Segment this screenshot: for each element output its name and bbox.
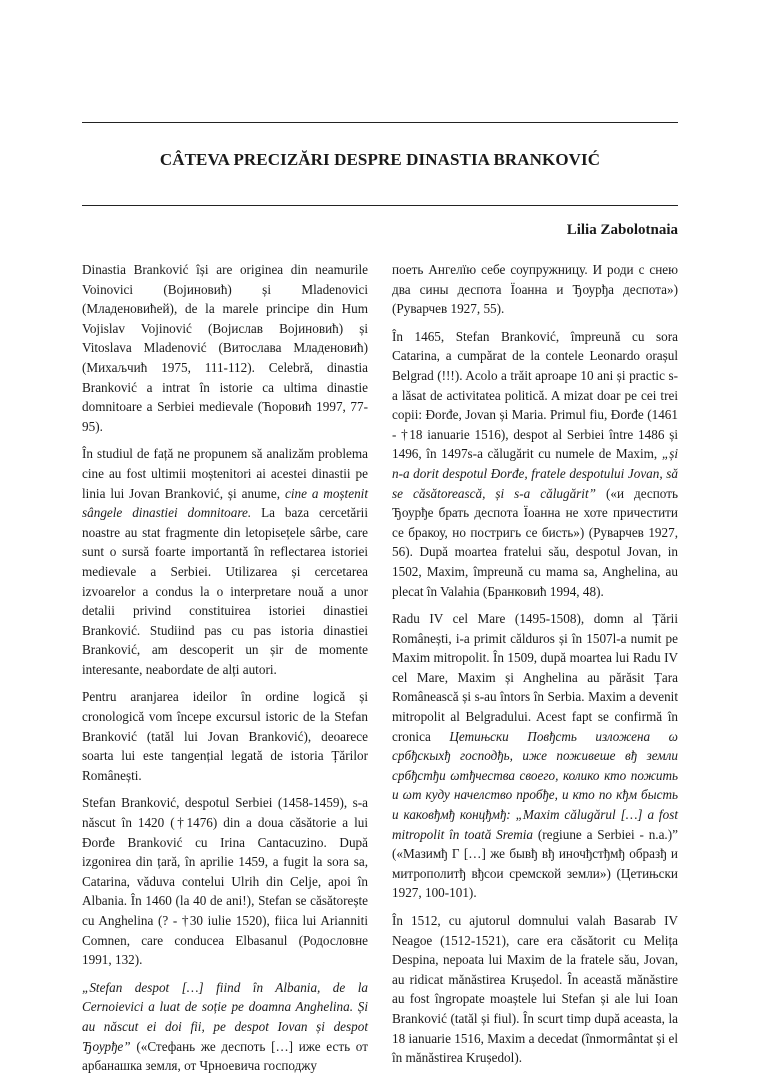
body-text: («Стефань же деспоть […] иже есть от арбанашка земля, от Чрноевича господжу	[82, 1038, 368, 1074]
italic-text: „Stefan despot […] fiind în Albania, de la Cernoievici a luat de soție pe doamna Anghelina. Și au născut ei doi fii, pe despot Iovan și despot Ђоурђе”	[82, 979, 368, 1054]
body-text: («и деспоть Ђоурђе брать деспота Їоанна не хоте причестити се бракоу, но постригь се бисть») (Руварчев 1927, 56). După moartea fratelui său, despotul Jovan, in 1502, Maxim, împreună cu mama sa, Anghelina, au plecat în Valahia (Бранковић 1994, 48).	[392, 485, 679, 599]
left-column	[82, 260, 368, 1074]
body-text: Radu IV cel Mare (1495-1508), domn al Țării Românești, i-a primit călduros și în 1507l-a numit pe Maxim mitropolit. În 1509, după moartea lui Radu IV cel Mare, Maxim și Anghelina au părăsit Țara Românească și s-au întors în Serbia. Maxim a devenit mitropolit al Belgradului. Acest fapt se confirmă în cronica	[392, 611, 678, 744]
body-text: Dinastia Branković își are originea din neamurile Voinovici (Војиновић) și Mladenovici (Младеновићей), de la marele principe din Hum Vojislav Vojinović (Војислав Војиновић) și Vitoslava Mladenović (Витослава Младеновић) (Михаљчић 1975, 111-112). Celebră, dinastia Branković a intrat în istorie ca ultima dinastie domnitoare a Serbiei medievale (Ћоровић 1997, 77-95).	[82, 262, 368, 434]
author-name: Lilia Zabolotnaia	[566, 222, 678, 238]
italic-text: Цетињски Повђсть изложена ω србђскыхђ господђь, иже поживеше вђ земли србђстђи ωтђчества своего, колико кто пожить и ωт куду начелство пробђе, и кто по кђм бысть и каковђмђ концђмђ: „Maxim călugărul […] a fost mitropolit în toată Sremia	[392, 728, 678, 842]
paragraph	[392, 260, 678, 319]
body-text: (regiune a Serbiei - n.a.)” («Мазимђ Г […] же бывђ вђ иночђстђмђ образђ и митрополитђ вђсои сремской земли») (Цетињски 1927, 100-101).	[392, 826, 678, 901]
italic-text: „și n-a dorit despotul Đorđe, fratele despotului Jovan, să se căsătorească, și s-a călugărit”	[392, 446, 678, 501]
bottom-rule	[82, 205, 678, 206]
right-column	[392, 260, 679, 1066]
italic-text: cine a moștenit sângele dinastiei domnitoare.	[82, 485, 368, 521]
body-text: În 1465, Stefan Branković, împreună cu sora Catarina, a cumpărat de la contele Leonardo orașul Belgrad (!!!). Acolo a trăit aproape 10 ani și practic s-a lăsat de activitatea politică. A mizat doar pe cei trei copii: Đorđe, Jovan și Maria. Primul fiu, Đorđe (1461 - †18 ianuarie 1516), despot al Serbiei între 1486 și 1496, în 1497s-a călugărit cu numele de Maxim,	[392, 328, 678, 462]
paragraph	[82, 793, 368, 969]
body-text: La baza cercetării noastre au stat fragmente din letopisețele sârbe, care sunt o sursă foarte importantă în reflectarea istoriei medievale a Serbiei. Utilizarea și cercetarea izvoarelor a condus la o interpretare nouă a unor detalii privind constituirea istoriei dinastiei Branković. Studiind pas cu pas istoria dinastiei Branković, am descoperit un șir de momente interesante, neabordate de alți autori.	[82, 505, 368, 677]
paragraph	[392, 911, 678, 1068]
body-text: În 1512, cu ajutorul domnului valah Basarab IV Neagoe (1512-1521), care era căsătorit cu Melița Despina, nepoata lui Maxim de la fratele său, Jovan, au ridicat mănăstirea Kruședol. În această mănăstire au fost îngropate moaștele lui Stefan și ale lui Ioan Branković (tatăl și fiul). În scurt timp după aceasta, la 18 ianuarie 1516, Maxim a decedat (înmormântat și el în mănăstirea Kruședol).	[392, 913, 679, 1066]
body-text: Pentru aranjarea ideilor în ordine logică și cronologică vom începe excursul istoric de la Stefan Branković (tatăl lui Jovan Branković), deoarece soarta lui este tangențial legată de istoria Țărilor Românești.	[82, 689, 368, 783]
paragraph	[82, 687, 368, 785]
article-title: CÂTEVA PRECIZĂRI DESPRE DINASTIA BRANKOVIĆ	[159, 150, 601, 169]
paragraph	[82, 978, 368, 1076]
body-text: În studiul de față ne propunem să analizăm problema cine au fost ultimii moștenitori ai acestei dinastii pe linia lui Jovan Branković, și anume,	[82, 446, 368, 501]
body-text: Stefan Branković, despotul Serbiei (1458-1459), s-a născut în 1420 (†1476) din a doua căsătorie a lui Đorđe Branković cu Irina Cantacuzino. După izgonirea din țară, în aprilie 1459, a fugit la sora sa, Catarina, văduva contelui Ulrih din Celje, apoi în Albania. În 1460 (la 40 de ani!), Stefan se căsătorește cu Anghelina (? - †30 iulie 1520), fiica lui Arianniti Comnen, care conducea Elbasanul (Родословне 1991, 132).	[82, 795, 368, 968]
paragraph	[392, 609, 678, 903]
paragraph	[82, 260, 368, 436]
paragraph	[392, 327, 678, 601]
body-text: поеть Ангелїю себе соупружницу. И роди с снею два сины деспота Їоанна и Ђоурђа деспота») (Руварчев 1927, 55).	[392, 262, 678, 317]
top-rule	[82, 122, 678, 123]
paragraph	[82, 444, 368, 679]
